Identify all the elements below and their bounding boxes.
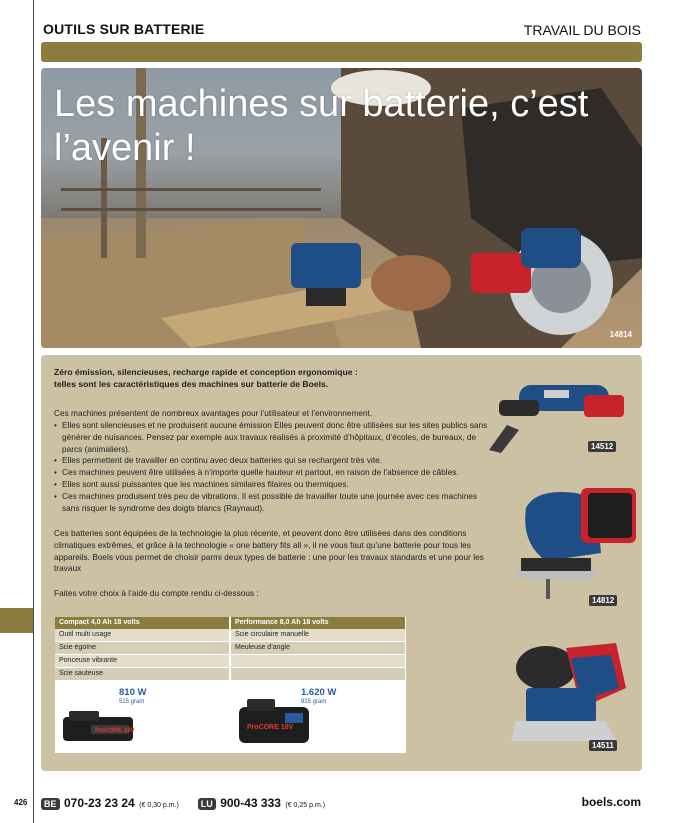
lu-phone[interactable]: 900-43 333 — [220, 796, 281, 810]
hero-title-line1: Les machines sur batterie, c’est — [54, 83, 589, 125]
table-row: Outil multi usage — [55, 629, 229, 642]
table-row: Scie circulaire manuelle — [231, 629, 405, 642]
paragraph-choose: Faites votre choix à l’aide du compte rendu ci-dessous : — [54, 588, 259, 598]
contact-line — [41, 794, 325, 812]
be-flag: BE — [41, 798, 60, 810]
table-row: Meuleuse d’angle — [231, 642, 405, 655]
content-panel — [41, 355, 642, 771]
compact-column — [55, 617, 229, 734]
list-item: • Elles sont silencieuses et ne produisent aucune émission Elles peuvent donc être utilisées sur les sites publics sans générer de nuisances. Pensez par exemple aux travaux réalisés à proximité d’hôpitaux, d’écoles, de bureaux, de parcs (animaliers). — [54, 420, 494, 455]
section-title: OUTILS SUR BATTERIE — [43, 21, 205, 37]
table-row: Scie égoïne — [55, 642, 229, 655]
lu-rate: (€ 0,25 p.m.) — [285, 802, 326, 809]
performance-battery-image — [237, 697, 313, 745]
intro-line2: telles sont les caractéristiques des machines sur batterie de Boels. — [54, 378, 329, 389]
advantages-list — [54, 420, 494, 514]
battery-comparison — [55, 617, 406, 753]
table-row: Ponceuse vibrante — [55, 655, 229, 668]
performance-header: Performance 8,0 Ah 18 volts — [231, 617, 405, 629]
table-row: Scie sauteuse — [55, 668, 229, 681]
tool-code-sander: 14511 — [589, 740, 617, 751]
list-item: • Elles sont aussi puissantes que les machines similaires filaires ou thermiques. — [54, 479, 494, 491]
compact-watt: 810 W — [119, 687, 147, 698]
be-rate: (€ 0,30 p.m.) — [139, 802, 179, 809]
compact-battery-label: ProCORE 18V — [95, 728, 135, 734]
list-item: • Elles permettent de travailler en continu avec deux batteries qui se rechargent très vite. — [54, 455, 494, 467]
page-margin-line — [33, 0, 34, 823]
lu-flag: LU — [198, 798, 216, 810]
performance-watt: 1.620 W — [301, 687, 337, 698]
list-item: • Ces machines produisent très peu de vibrations. Il est possible de travailler toute une journée avec ces machines sans risquer le syndrome des doigts blancs (Raynaud). — [54, 491, 494, 515]
hero-title-line2: l’avenir ! — [54, 127, 196, 169]
table-row — [231, 668, 405, 681]
performance-column — [231, 617, 405, 731]
paragraph-batteries: Ces batteries sont équipées de la technologie la plus récente, et peuvent donc être utilisées dans des conditions climatiques extrêmes, et grâce à la technologie « one battery fits all », il ne vous faut qu’une batterie pour tous les appareils. Boels vous permet de choisir parmi deux types de batterie : une pour les travaux standards et une pour les travaux — [54, 528, 484, 574]
compact-header: Compact 4,0 Ah 18 volts — [55, 617, 229, 629]
hero-photo — [41, 68, 642, 348]
website-link[interactable]: boels.com — [581, 795, 641, 809]
paragraph-advantages: Ces machines présentent de nombreux avantages pour l’utilisateur et l’environnement. — [54, 408, 373, 418]
intro-line1: Zéro émission, silencieuses, recharge rapide et conception ergonomique : — [54, 367, 358, 377]
jigsaw-image — [506, 483, 646, 623]
side-tab — [0, 608, 33, 633]
be-phone[interactable]: 070-23 23 24 — [63, 796, 135, 810]
page-number: 426 — [14, 798, 28, 807]
performance-battery-label: ProCORE 18V — [247, 724, 294, 731]
header-bar — [41, 42, 642, 62]
performance-grams: 915 gram — [301, 699, 327, 705]
compact-battery-image — [61, 709, 137, 743]
tool-code-jigsaw: 14812 — [589, 595, 617, 606]
list-item: • Ces machines peuvent être utilisées à n’importe quelle hauteur et partout, en raison de l’absence de câbles. — [54, 467, 494, 479]
category-title: TRAVAIL DU BOIS — [523, 22, 641, 38]
compact-grams: 515 gram — [119, 699, 145, 705]
table-row — [231, 655, 405, 668]
intro-text — [54, 367, 384, 390]
tool-code-multi-tool: 14512 — [588, 441, 616, 452]
hero-photo-code: 14814 — [609, 330, 632, 339]
hero-title — [54, 82, 588, 170]
sander-image — [511, 633, 631, 748]
